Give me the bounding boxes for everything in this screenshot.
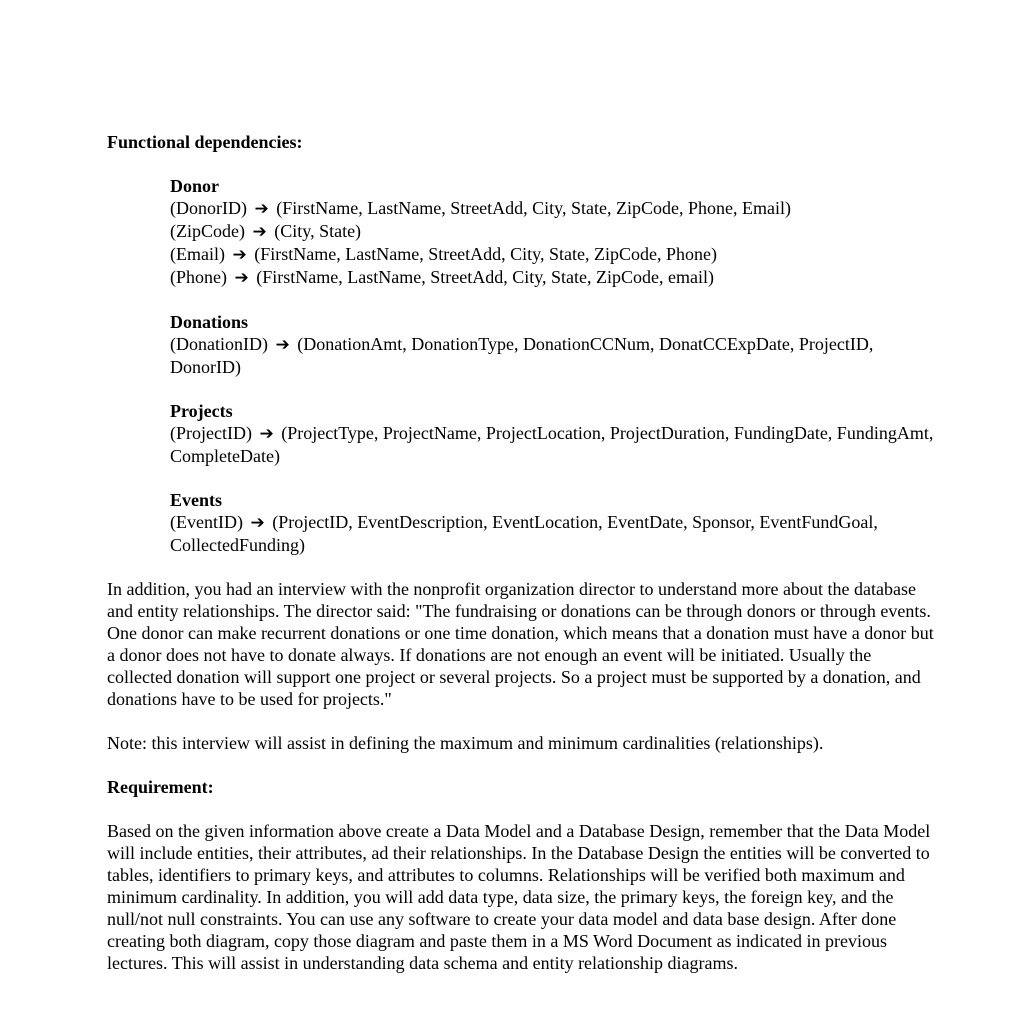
dependency-dependent: (FirstName, LastName, StreetAdd, City, State, ZipCode, email) bbox=[256, 267, 714, 287]
right-arrow-icon: ➔ bbox=[232, 245, 247, 265]
note-paragraph: Note: this interview will assist in defining the maximum and minimum cardinalities (relationships). bbox=[107, 733, 824, 753]
dependency-determinant: (ProjectID) bbox=[170, 423, 252, 443]
right-arrow-icon: ➔ bbox=[252, 222, 267, 242]
dependency-dependent: (DonationAmt, DonationType, DonationCCNum, DonatCCExpDate, ProjectID, DonorID) bbox=[170, 334, 874, 377]
donations-dependency-block bbox=[170, 311, 937, 378]
dependency-dependent: (ProjectType, ProjectName, ProjectLocation, ProjectDuration, FundingDate, FundingAmt, CompleteDate) bbox=[170, 423, 934, 466]
functional-dependencies-heading: Functional dependencies: bbox=[107, 132, 303, 152]
entity-title-donor: Donor bbox=[170, 176, 219, 196]
right-arrow-icon: ➔ bbox=[259, 424, 274, 444]
entity-title-projects: Projects bbox=[170, 401, 233, 421]
dependency-line bbox=[170, 333, 937, 378]
dependency-line bbox=[170, 197, 937, 220]
dependency-dependent: (ProjectID, EventDescription, EventLocation, EventDate, Sponsor, EventFundGoal, CollectedFunding) bbox=[170, 512, 878, 555]
dependency-determinant: (DonationID) bbox=[170, 334, 268, 354]
projects-dependency-block bbox=[170, 400, 937, 467]
right-arrow-icon: ➔ bbox=[275, 335, 290, 355]
dependency-line bbox=[170, 220, 937, 243]
dependency-dependent: (FirstName, LastName, StreetAdd, City, State, ZipCode, Phone, Email) bbox=[276, 198, 791, 218]
interview-paragraph: In addition, you had an interview with the nonprofit organization director to understand more about the database and entity relationships. The director said: "The fundraising or donations can be through donors or through events. One donor can make recurrent donations or one time donation, which means that a donation must have a donor but a donor does not have to donate always. If donations are not enough an event will be initiated. Usually the collected donation will support one project or several projects. So a project must be supported by a donation, and donations have to be used for projects." bbox=[107, 579, 934, 709]
dependency-line bbox=[170, 422, 937, 467]
donor-dependency-block bbox=[170, 175, 937, 289]
dependency-determinant: (Email) bbox=[170, 244, 225, 264]
dependency-determinant: (ZipCode) bbox=[170, 221, 245, 241]
dependency-dependent: (City, State) bbox=[274, 221, 362, 241]
dependency-line bbox=[170, 511, 937, 556]
dependency-determinant: (DonorID) bbox=[170, 198, 247, 218]
events-dependency-block bbox=[170, 489, 937, 556]
dependency-dependent: (FirstName, LastName, StreetAdd, City, State, ZipCode, Phone) bbox=[254, 244, 717, 264]
entity-title-donations: Donations bbox=[170, 312, 249, 332]
right-arrow-icon: ➔ bbox=[254, 199, 269, 219]
dependency-line bbox=[170, 243, 937, 266]
document-page bbox=[107, 131, 937, 974]
dependency-line bbox=[170, 266, 937, 289]
requirement-paragraph: Based on the given information above create a Data Model and a Database Design, remember that the Data Model will include entities, their attributes, ad their relationships. In the Database Design the entities will be converted to tables, identifiers to primary keys, and attributes to columns. Relationships will be verified both maximum and minimum cardinality. In addition, you will add data type, data size, the primary keys, the foreign key, and the null/not null constraints. You can use any software to create your data model and data base design. After done creating both diagram, copy those diagram and paste them in a MS Word Document as indicated in previous lectures. This will assist in understanding data schema and entity relationship diagrams. bbox=[107, 821, 931, 973]
right-arrow-icon: ➔ bbox=[234, 268, 249, 288]
entity-title-events: Events bbox=[170, 490, 223, 510]
requirement-heading: Requirement: bbox=[107, 777, 214, 797]
dependency-determinant: (Phone) bbox=[170, 267, 227, 287]
right-arrow-icon: ➔ bbox=[250, 513, 265, 533]
dependency-determinant: (EventID) bbox=[170, 512, 243, 532]
